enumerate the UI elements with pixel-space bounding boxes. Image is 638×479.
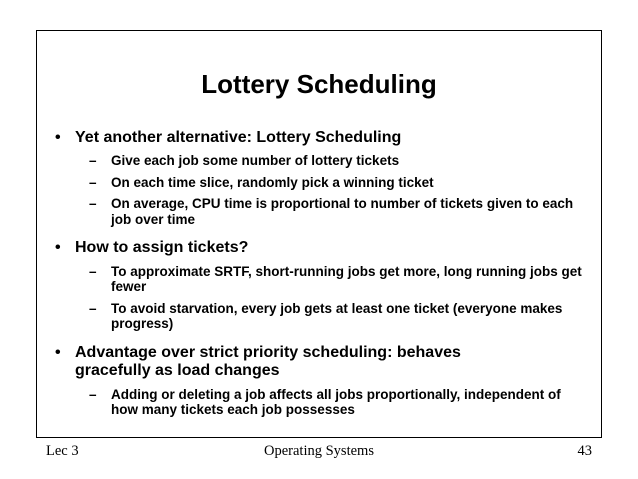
- bullet-text: Give each job some number of lottery tickets: [111, 153, 400, 169]
- bullet-item: [37, 264, 593, 295]
- bullet-text: Advantage over strict priority scheduling: behaves gracefully as load changes: [75, 343, 461, 380]
- slide-title: Lottery Scheduling: [201, 69, 437, 99]
- slide-frame: [36, 30, 602, 438]
- bullet-item: [37, 153, 593, 169]
- dash-marker: –: [89, 153, 97, 169]
- slide-footer: [0, 441, 638, 461]
- dash-marker: –: [89, 174, 97, 190]
- bullet-text: Yet another alternative: Lottery Scheduling: [75, 129, 402, 146]
- bullet-marker: •: [55, 343, 61, 361]
- bullet-item: [37, 344, 593, 381]
- bullet-item: [37, 239, 593, 257]
- bullet-text: On each time slice, randomly pick a winning ticket: [111, 174, 434, 190]
- bullet-marker: •: [55, 129, 61, 146]
- bullet-item: [37, 129, 593, 147]
- dash-marker: –: [89, 263, 97, 279]
- footer-course-title: Operating Systems: [264, 443, 374, 459]
- footer-lecture-label: Lec 3: [46, 443, 79, 459]
- bullet-text: Adding or deleting a job affects all jobs proportionally, independent of how many tickets each job possesses: [111, 386, 561, 418]
- bullet-item: [37, 196, 593, 227]
- bullet-item: [37, 175, 593, 191]
- bullet-text: On average, CPU time is proportional to number of tickets given to each job over time: [111, 196, 574, 227]
- slide-body: [37, 129, 601, 418]
- bullet-item: [37, 301, 593, 332]
- footer-page-number: 43: [577, 443, 592, 459]
- dash-marker: –: [89, 196, 97, 212]
- dash-marker: –: [89, 300, 97, 316]
- dash-marker: –: [89, 386, 97, 402]
- bullet-text: To avoid starvation, every job gets at least one ticket (everyone makes progress): [111, 300, 563, 332]
- bullet-text: How to assign tickets?: [75, 239, 249, 257]
- bullet-item: [37, 387, 593, 418]
- bullet-text: To approximate SRTF, short-running jobs get more, long running jobs get fewer: [111, 263, 582, 295]
- bullet-marker: •: [55, 239, 61, 257]
